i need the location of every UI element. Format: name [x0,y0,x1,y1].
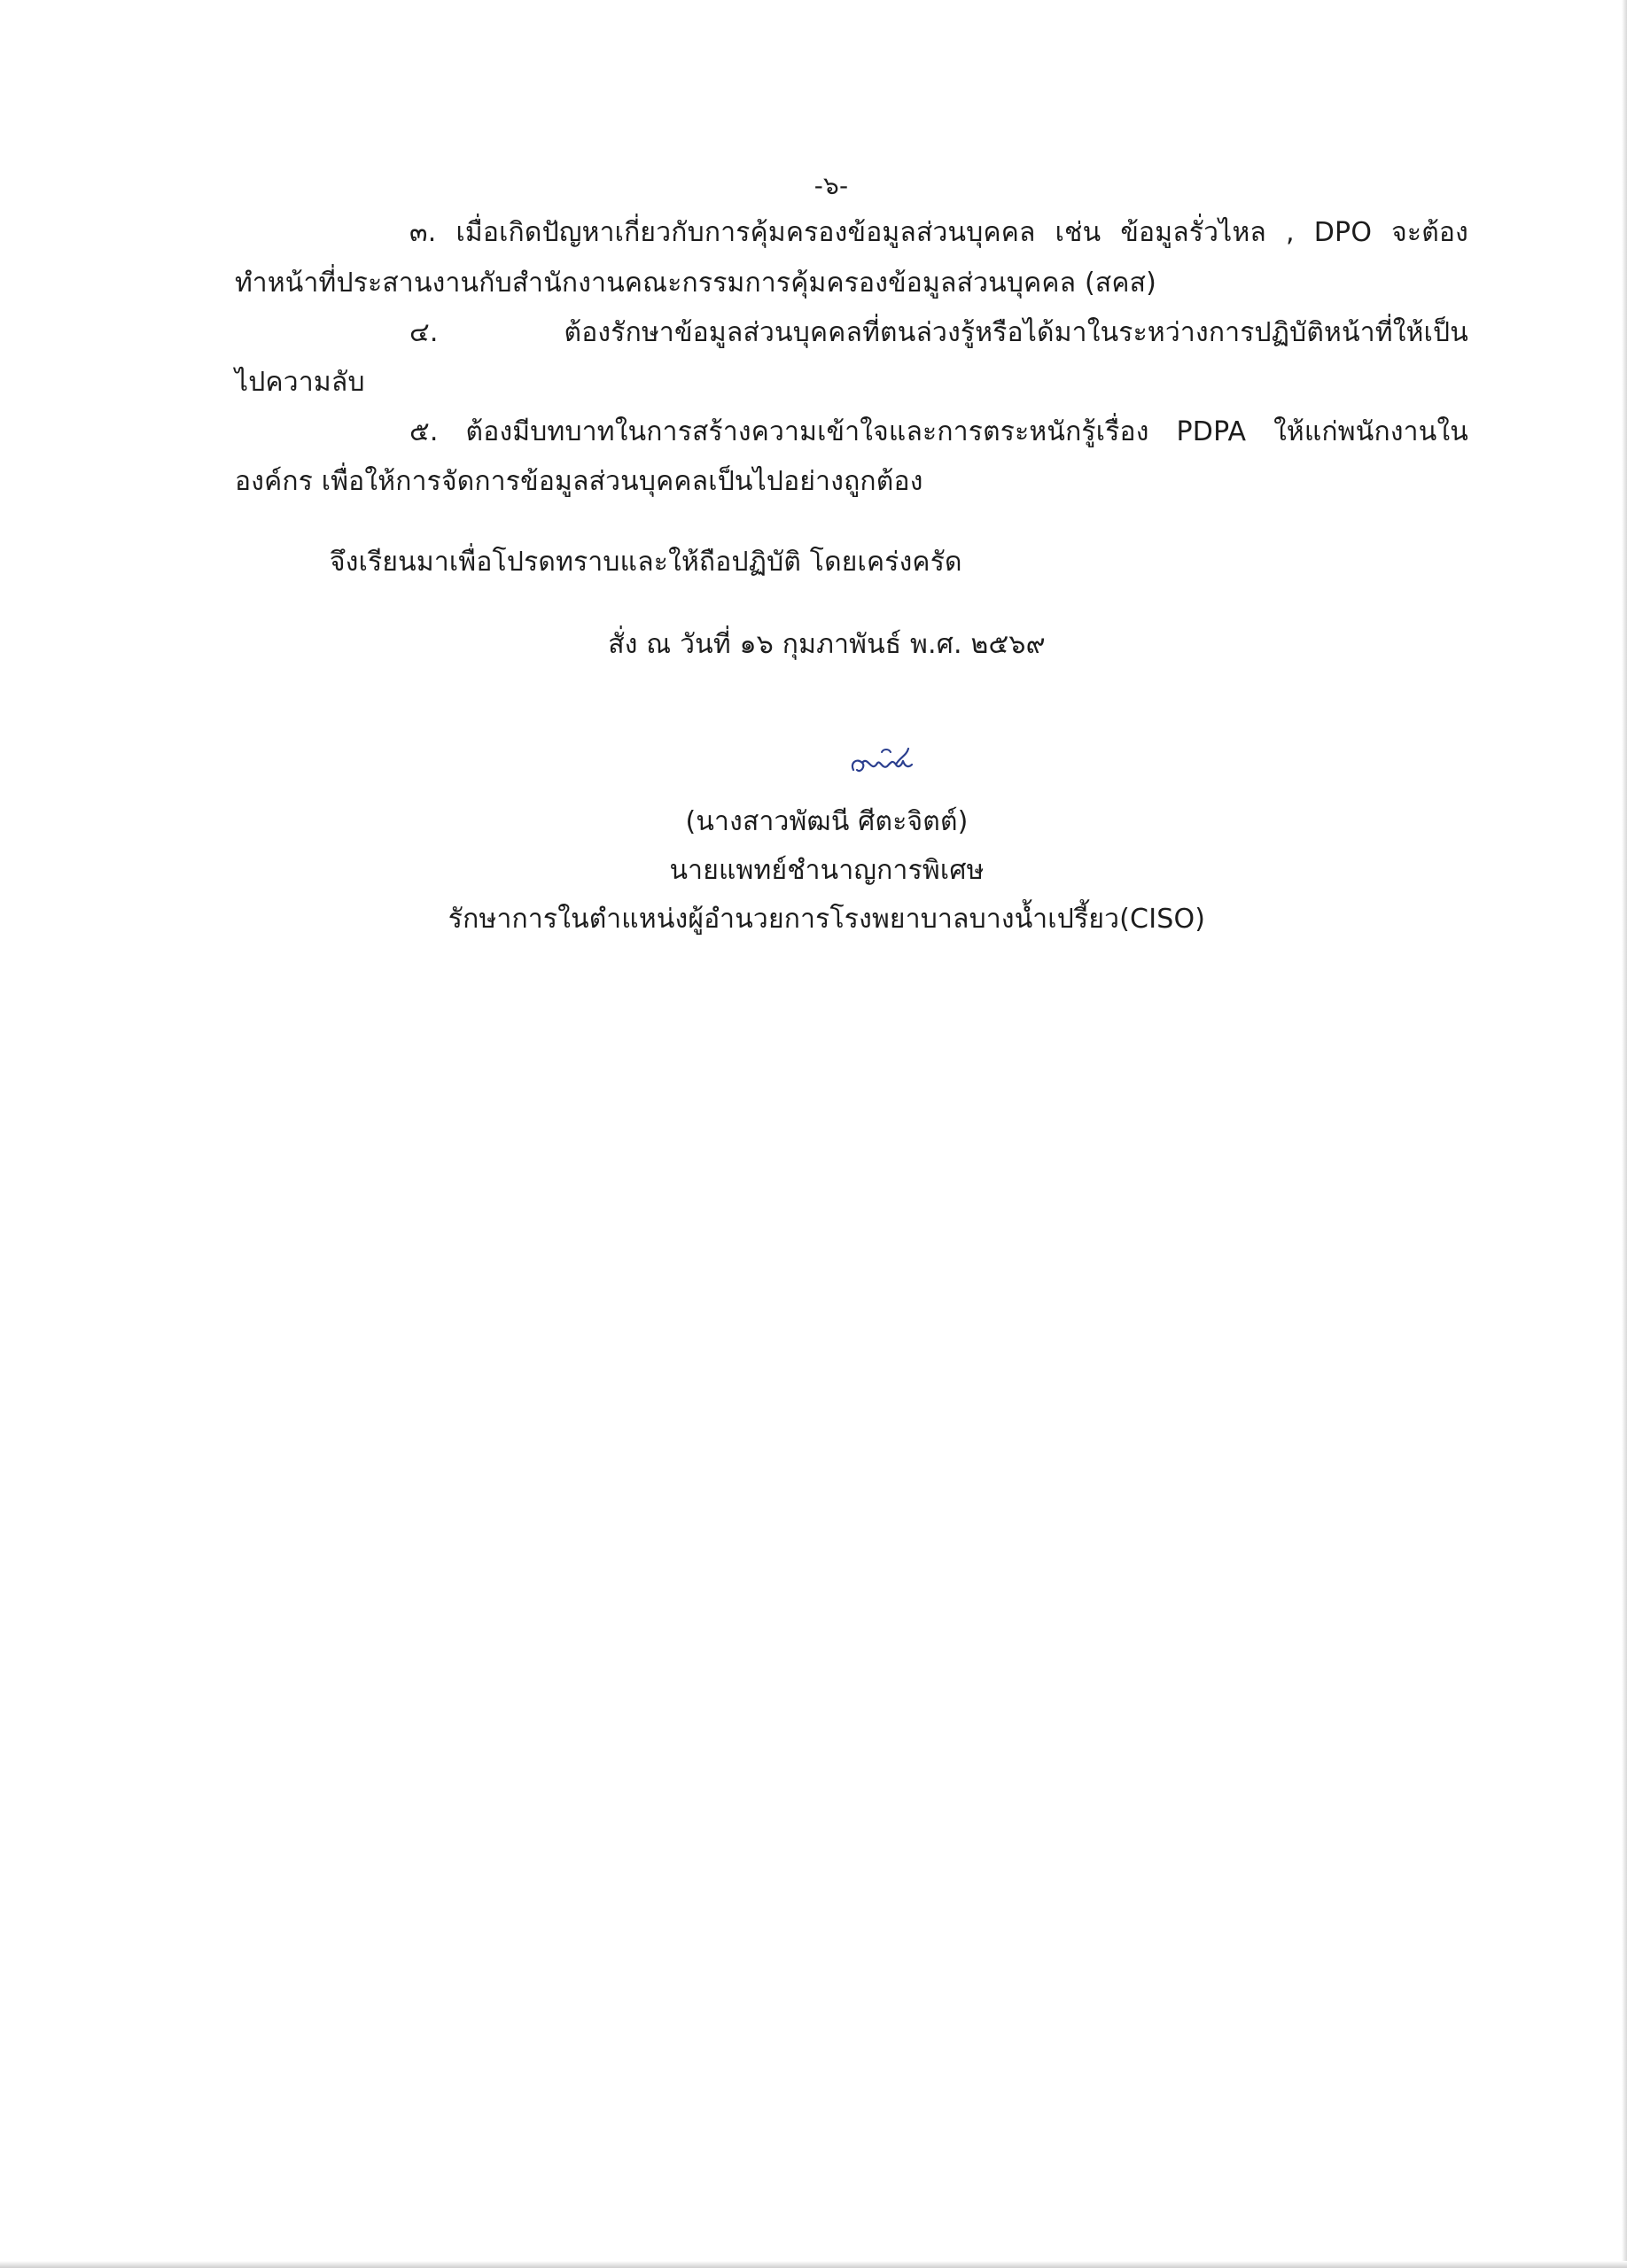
signatory-position: นายแพทย์ชำนาญการพิเศษ [669,855,985,886]
signatory-name: (นางสาวพัฒนี ศีตะจิตต์) [685,806,969,837]
date-line: สั่ง ณ วันที่ ๑๖ กุมภาพันธ์ พ.ศ. ๒๕๖๙ [608,629,1046,660]
item-3-line-2: ทำหน้าที่ประสานงานกับสำนักงานคณะกรรมการคุ้มครองข้อมูลส่วนบุคคล (สคส) [235,268,1157,299]
scan-bottom-shadow [0,2261,1627,2268]
item-5-line-2: องค์กร เพื่อให้การจัดการข้อมูลส่วนบุคคลเป็นไปอย่างถูกต้อง [235,466,923,497]
scan-edge-shadow [1622,0,1627,2268]
signatory-acting-title: รักษาการในตำแหน่งผู้อำนวยการโรงพยาบาลบางน้ำเปรี้ยว(CISO) [448,904,1206,935]
item-4-line-1: ๔. ต้องรักษาข้อมูลส่วนบุคคลที่ตนล่วงรู้หรือได้มาในระหว่างการปฏิบัติหน้าที่ให้เป็น [409,317,1468,348]
item-5-line-1: ๕. ต้องมีบทบาทในการสร้างความเข้าใจและการตระหนักรู้เรื่อง PDPA ให้แก่พนักงานใน [409,416,1468,447]
handwritten-signature [846,740,917,786]
item-4-line-2: ไปความลับ [235,367,365,398]
item-3-line-1: ๓. เมื่อเกิดปัญหาเกี่ยวกับการคุ้มครองข้อมูลส่วนบุคคล เช่น ข้อมูลรั่วไหล , DPO จะต้อง [409,217,1468,248]
page-number: -๖- [814,171,849,200]
closing-statement: จึงเรียนมาเพื่อโปรดทราบและให้ถือปฏิบัติ โดยเคร่งครัด [330,547,962,578]
